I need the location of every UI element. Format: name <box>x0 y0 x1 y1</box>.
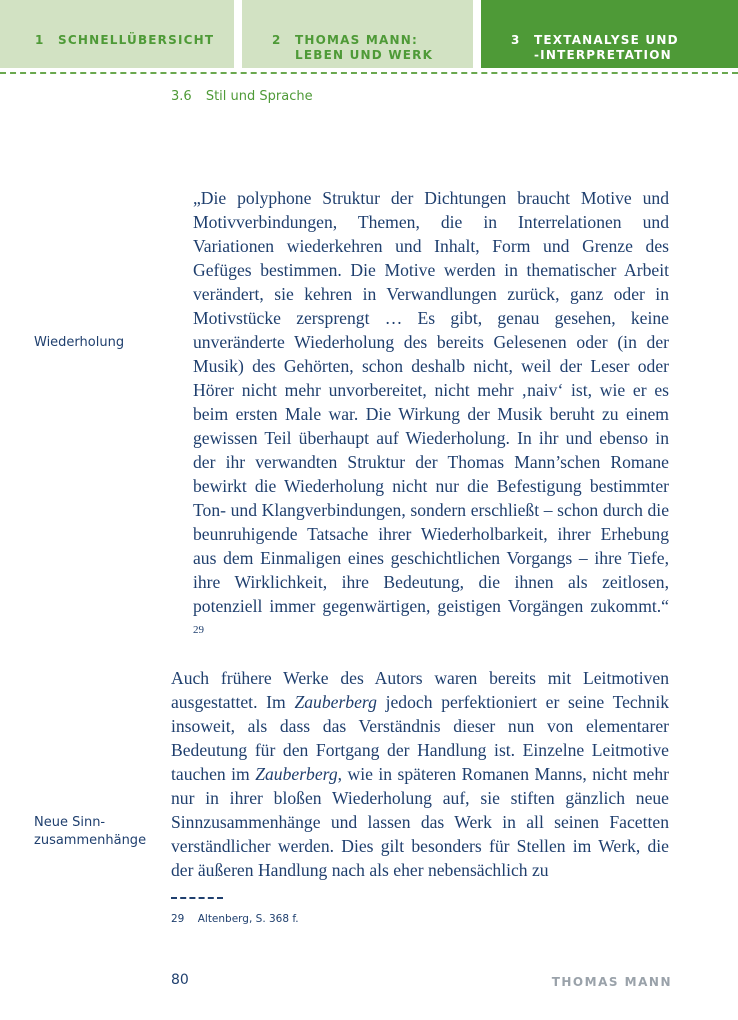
section-title: Stil und Sprache <box>205 89 313 104</box>
section-heading <box>171 89 313 104</box>
margin-note-line2: zusammenhänge <box>34 833 147 848</box>
footnote-divider <box>171 897 223 899</box>
body-text-2: jedoch perfektioniert er seine Technik insoweit, als dass das Verständnis dieser nun von elementarer Bedeutung für den Fortgang der Handlung ist. Einzelne Leitmotive tauchen im <box>171 692 669 784</box>
block-quote <box>193 186 669 645</box>
quote-text: „Die polyphone Struktur der Dichtungen braucht Motive und Motivverbindungen, Themen, die in Interrelationen und Variationen wiederkehren und Inhalt, Form und Grenze des Gefüges bestimmen. Die Motive werden in thematischer Arbeit verändert, sie kehren in Verwandlungen zurück, ganz oder in Motivstücke zersprengt … Es gibt, genau gesehen, keine unveränderte Wiederholung des bereits Gelesenen oder (in der Musik) des Gehörten, schon deshalb nicht, weil der Leser oder Hörer nicht mehr unvorbereitet, nicht mehr ‚naiv‘ ist, wie er es beim ersten Male war. Die Wirkung der Musik beruht zu einem gewissen Teil überhaupt auf Wiederholung. In ihr und ebenso in der ihr verwandten Struktur der Thomas Mann’schen Romane bewirkt die Wiederholung nicht nur die Befestigung bestimmter Ton- und Klangverbindungen, sondern erschließt – schon durch die beunruhigende Tatsache ihrer Wiederholbarkeit, ihrer Erhebung aus dem Einmaligen eines geschichtlichen Vorgangs – ihre Tiefe, ihre Wirklichkeit, ihre Bedeutung, die ihnen als zeitlosen, potenziell immer gegenwärtigen, geistigen Vorgängen zukommt.“ <box>193 188 669 616</box>
work-title: Zauberberg <box>255 764 338 784</box>
chapter-tabs <box>0 0 738 68</box>
tab-label-line1: TEXTANALYSE UND <box>534 33 679 47</box>
section-number: 3.6 <box>171 89 192 104</box>
tab-textanalyse[interactable] <box>481 0 738 68</box>
running-head: THOMAS MANN <box>551 975 672 989</box>
tab-schnelluebersicht[interactable] <box>0 0 234 68</box>
margin-note-line1: Neue Sinn- <box>34 815 106 830</box>
margin-note-wiederholung: Wiederholung <box>34 335 125 350</box>
footnote-reference[interactable]: 29 <box>193 624 204 636</box>
header-divider <box>0 72 738 74</box>
body-text-1: Auch frühere Werke des Autors waren bereits mit Leitmotiven ausgestattet. Im <box>171 668 669 712</box>
tab-number: 1 <box>35 33 45 47</box>
work-title: Zauberberg <box>294 692 377 712</box>
margin-note-sinnzusammenhaenge <box>34 814 146 850</box>
body-paragraph <box>171 666 669 882</box>
footnote-text: Altenberg, S. 368 f. <box>197 913 299 925</box>
tab-number: 2 <box>272 33 282 47</box>
tab-label-line2: -INTERPRETATION <box>534 48 672 62</box>
tab-label-line1: THOMAS MANN: <box>295 33 418 47</box>
tab-label <box>534 33 679 63</box>
footnote-number: 29 <box>171 913 185 925</box>
body-text-3: , wie in späteren Romanen Manns, nicht mehr nur in ihrer bloßen Wiederholung auf, sie stiften gänzlich neue Sinnzusammenhänge und lassen das Werk in all seinen Facetten verständlicher werden. Dies gilt besonders für Stellen im Werk, die der äußeren Handlung nach als eher nebensächlich zu <box>171 764 669 880</box>
tab-label-line2: LEBEN UND WERK <box>295 48 434 62</box>
tab-label <box>295 33 433 63</box>
tab-number: 3 <box>511 33 521 47</box>
tab-label: SCHNELLÜBERSICHT <box>58 33 215 47</box>
footnote <box>171 913 299 925</box>
tab-leben-und-werk[interactable] <box>242 0 473 68</box>
page-number: 80 <box>171 972 189 988</box>
